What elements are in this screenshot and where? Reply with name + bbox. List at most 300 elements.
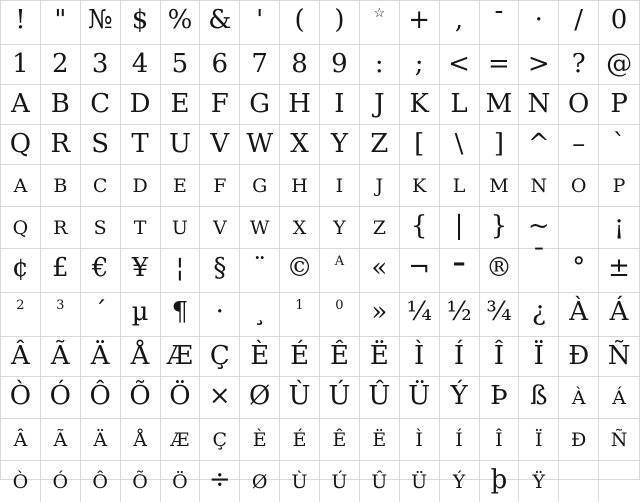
- glyph-cell[interactable]: [280, 207, 320, 249]
- glyph-cell[interactable]: [161, 207, 201, 249]
- glyph: {: [410, 211, 428, 241]
- glyph-cell[interactable]: [440, 125, 480, 165]
- glyph: ¾: [486, 297, 512, 327]
- glyph-cell[interactable]: [320, 85, 360, 125]
- glyph-cell[interactable]: [400, 1, 440, 45]
- glyph: ;: [414, 49, 424, 79]
- glyph-cell[interactable]: [161, 165, 201, 207]
- glyph-cell[interactable]: [360, 249, 400, 293]
- glyph: F: [213, 175, 227, 197]
- glyph: þ: [490, 465, 508, 495]
- glyph-cell[interactable]: [161, 45, 201, 85]
- glyph: R: [50, 129, 71, 159]
- glyph: €: [91, 253, 109, 283]
- glyph: Ã: [50, 341, 70, 371]
- glyph-cell[interactable]: [320, 207, 360, 249]
- glyph-cell[interactable]: [121, 337, 161, 377]
- glyph-cell[interactable]: [519, 419, 559, 461]
- glyph: ,: [454, 5, 464, 35]
- glyph-cell[interactable]: [41, 85, 81, 125]
- glyph-cell[interactable]: [240, 419, 280, 461]
- glyph: Å: [130, 341, 150, 371]
- glyph: X: [292, 217, 307, 239]
- glyph: $: [131, 5, 149, 35]
- glyph-cell[interactable]: [599, 249, 639, 293]
- glyph-cell[interactable]: [360, 461, 400, 502]
- glyph-cell[interactable]: [81, 377, 121, 419]
- glyph-cell[interactable]: [599, 461, 639, 502]
- glyph: Ý: [452, 471, 466, 493]
- glyph-cell[interactable]: [121, 125, 161, 165]
- glyph-cell[interactable]: [360, 165, 400, 207]
- glyph-cell[interactable]: [81, 165, 121, 207]
- glyph-cell[interactable]: [280, 85, 320, 125]
- glyph: K: [409, 89, 429, 119]
- glyph: ": [54, 5, 67, 35]
- glyph-cell[interactable]: [360, 207, 400, 249]
- glyph-cell[interactable]: [559, 85, 599, 125]
- glyph-cell[interactable]: [161, 293, 201, 337]
- glyph-cell[interactable]: [81, 337, 121, 377]
- glyph-cell[interactable]: [1, 249, 41, 293]
- glyph-cell[interactable]: [360, 419, 400, 461]
- glyph-cell[interactable]: [320, 249, 360, 293]
- glyph-cell[interactable]: [519, 244, 559, 293]
- glyph: &: [208, 5, 232, 35]
- glyph-cell[interactable]: [240, 377, 280, 419]
- glyph: ¼: [406, 297, 432, 327]
- glyph: ·: [534, 5, 543, 35]
- glyph: Ò: [12, 471, 29, 493]
- glyph: Q: [12, 217, 29, 239]
- glyph: E: [173, 175, 187, 197]
- glyph-cell[interactable]: [1, 377, 41, 419]
- glyph-cell[interactable]: [400, 45, 440, 85]
- glyph-cell[interactable]: [200, 85, 240, 125]
- glyph: I: [334, 89, 345, 119]
- glyph-cell[interactable]: [400, 207, 440, 249]
- glyph-cell[interactable]: [121, 85, 161, 125]
- glyph-cell[interactable]: [480, 125, 520, 165]
- glyph: Ò: [9, 381, 32, 411]
- glyph-cell[interactable]: [559, 1, 599, 45]
- glyph-cell[interactable]: [519, 125, 559, 165]
- glyph-cell[interactable]: [280, 293, 320, 337]
- glyph: 3: [91, 49, 109, 79]
- glyph: Ü: [411, 471, 428, 493]
- glyph-cell[interactable]: [599, 207, 639, 249]
- glyph: L: [450, 89, 468, 119]
- glyph: 0: [610, 5, 628, 35]
- glyph-cell[interactable]: [480, 249, 520, 293]
- glyph-cell[interactable]: [41, 125, 81, 165]
- glyph-cell[interactable]: [559, 377, 599, 419]
- glyph-cell[interactable]: [480, 85, 520, 125]
- glyph-cell[interactable]: [121, 419, 161, 461]
- glyph-cell[interactable]: [360, 125, 400, 165]
- glyph: `: [612, 129, 626, 159]
- glyph-cell[interactable]: [480, 377, 520, 419]
- glyph: L: [452, 175, 466, 197]
- glyph-cell[interactable]: [161, 249, 201, 293]
- glyph: Ã: [53, 429, 68, 451]
- glyph-cell[interactable]: [599, 419, 639, 461]
- glyph: \: [454, 129, 464, 159]
- glyph-cell[interactable]: [440, 45, 480, 85]
- glyph-cell[interactable]: [1, 1, 41, 45]
- glyph-cell[interactable]: [41, 293, 81, 337]
- glyph: Ê: [332, 429, 347, 451]
- glyph: Ë: [369, 341, 389, 371]
- glyph: F: [210, 89, 229, 119]
- glyph-cell[interactable]: [161, 461, 201, 502]
- glyph-cell[interactable]: [599, 85, 639, 125]
- glyph: Ä: [90, 341, 110, 371]
- glyph-cell[interactable]: [81, 249, 121, 293]
- glyph-cell[interactable]: [440, 461, 480, 502]
- glyph-cell[interactable]: [81, 45, 121, 85]
- glyph: Å: [133, 429, 147, 451]
- glyph: ½: [446, 297, 472, 327]
- glyph: X: [290, 129, 309, 159]
- glyph-cell[interactable]: [1, 419, 41, 461]
- glyph-cell[interactable]: [1, 293, 41, 337]
- glyph: G: [252, 175, 268, 197]
- glyph: ±: [608, 253, 630, 283]
- glyph: №: [87, 5, 113, 35]
- glyph-cell[interactable]: [1, 125, 41, 165]
- glyph-cell[interactable]: [1, 165, 41, 207]
- glyph: -: [494, 0, 504, 26]
- glyph: Ñ: [607, 341, 631, 371]
- glyph-cell[interactable]: [280, 337, 320, 377]
- glyph: T: [133, 217, 147, 239]
- glyph-cell[interactable]: [599, 1, 639, 45]
- glyph-cell[interactable]: [480, 1, 520, 45]
- glyph: C: [92, 175, 108, 197]
- glyph-cell[interactable]: [81, 419, 121, 461]
- glyph: (: [294, 5, 305, 35]
- glyph: Ø: [249, 381, 271, 411]
- glyph-cell[interactable]: [440, 207, 480, 249]
- glyph: À: [569, 297, 589, 327]
- glyph: ~: [527, 211, 550, 241]
- glyph-cell[interactable]: [599, 165, 639, 207]
- glyph-cell[interactable]: [161, 1, 201, 45]
- glyph-cell[interactable]: [440, 337, 480, 377]
- glyph-cell[interactable]: [400, 249, 440, 293]
- glyph-cell[interactable]: [121, 249, 161, 293]
- glyph: 0: [335, 298, 344, 313]
- glyph-cell[interactable]: [320, 1, 360, 45]
- glyph-cell[interactable]: [480, 45, 520, 85]
- glyph-cell[interactable]: [1, 461, 41, 502]
- glyph-cell[interactable]: [440, 249, 480, 293]
- glyph-cell[interactable]: [280, 1, 320, 45]
- glyph-cell[interactable]: [320, 293, 360, 337]
- glyph: ß: [530, 381, 548, 411]
- glyph: J: [374, 89, 385, 119]
- glyph-cell[interactable]: [400, 337, 440, 377]
- glyph-cell[interactable]: [41, 1, 81, 45]
- glyph-cell[interactable]: [440, 1, 480, 45]
- glyph-cell[interactable]: [480, 207, 520, 249]
- glyph-cell[interactable]: [200, 293, 240, 337]
- glyph-cell[interactable]: [519, 165, 559, 207]
- glyph-cell[interactable]: [400, 419, 440, 461]
- glyph: C: [90, 89, 111, 119]
- glyph-cell[interactable]: [121, 207, 161, 249]
- glyph: O: [568, 89, 590, 119]
- glyph-cell[interactable]: [240, 249, 280, 293]
- glyph-cell[interactable]: [240, 85, 280, 125]
- glyph-cell[interactable]: [161, 125, 201, 165]
- glyph: D: [129, 89, 151, 119]
- glyph-cell[interactable]: [81, 125, 121, 165]
- glyph-cell[interactable]: [200, 337, 240, 377]
- glyph-cell[interactable]: [400, 165, 440, 207]
- glyph-cell[interactable]: [480, 461, 520, 502]
- glyph: ¢: [12, 253, 29, 283]
- glyph-cell[interactable]: [559, 249, 599, 293]
- glyph: ¯: [532, 244, 546, 274]
- glyph-cell[interactable]: [41, 377, 81, 419]
- glyph-cell[interactable]: [1, 85, 41, 125]
- glyph-cell[interactable]: [440, 85, 480, 125]
- glyph-cell[interactable]: [240, 125, 280, 165]
- glyph: %: [167, 5, 193, 35]
- glyph-cell[interactable]: [599, 377, 639, 419]
- glyph-cell[interactable]: [480, 165, 520, 207]
- glyph-cell[interactable]: [400, 125, 440, 165]
- glyph: Ù: [291, 471, 308, 493]
- glyph: E: [170, 89, 190, 119]
- glyph-cell[interactable]: [41, 249, 81, 293]
- glyph: 5: [171, 49, 189, 79]
- glyph: ^: [527, 129, 550, 159]
- glyph: Æ: [170, 429, 190, 451]
- glyph: Z: [370, 129, 389, 159]
- glyph: U: [171, 217, 188, 239]
- glyph-cell[interactable]: [280, 249, 320, 293]
- glyph-cell[interactable]: [200, 377, 240, 419]
- glyph-cell[interactable]: [81, 1, 121, 45]
- glyph-cell[interactable]: [320, 461, 360, 502]
- glyph: B: [53, 175, 68, 197]
- glyph-cell[interactable]: [161, 377, 201, 419]
- glyph-cell[interactable]: [1, 207, 41, 249]
- glyph-cell[interactable]: [41, 45, 81, 85]
- glyph-cell[interactable]: [240, 293, 280, 337]
- glyph-cell[interactable]: [41, 461, 81, 502]
- glyph-cell[interactable]: [320, 45, 360, 85]
- glyph-cell[interactable]: [200, 165, 240, 207]
- glyph-cell[interactable]: [360, 45, 400, 85]
- glyph-cell[interactable]: [81, 207, 121, 249]
- glyph-cell[interactable]: [280, 461, 320, 502]
- glyph: 1: [295, 298, 304, 313]
- glyph-cell[interactable]: [440, 293, 480, 337]
- glyph-cell[interactable]: [400, 377, 440, 419]
- glyph-cell[interactable]: [559, 165, 599, 207]
- glyph: 6: [211, 49, 229, 79]
- glyph: R: [53, 217, 68, 239]
- glyph-cell[interactable]: [360, 1, 400, 45]
- glyph: G: [249, 89, 271, 119]
- glyph-cell[interactable]: [360, 293, 400, 337]
- glyph-cell[interactable]: [599, 125, 639, 165]
- glyph-cell[interactable]: [41, 419, 81, 461]
- glyph: µ: [131, 297, 149, 327]
- glyph-cell[interactable]: [200, 249, 240, 293]
- glyph: ¦: [175, 253, 185, 283]
- glyph-cell[interactable]: [559, 207, 599, 249]
- glyph-cell[interactable]: [519, 293, 559, 337]
- glyph: Þ: [490, 381, 508, 411]
- glyph: Ë: [372, 429, 387, 451]
- glyph-cell[interactable]: [280, 377, 320, 419]
- glyph: Ç: [212, 429, 228, 451]
- glyph: Í: [453, 341, 465, 371]
- glyph-cell[interactable]: [240, 1, 280, 45]
- glyph-cell[interactable]: [519, 207, 559, 249]
- glyph: ¡: [613, 211, 625, 241]
- glyph-cell[interactable]: [599, 337, 639, 377]
- glyph-cell[interactable]: [440, 377, 480, 419]
- glyph-cell[interactable]: [121, 45, 161, 85]
- glyph: =: [488, 49, 510, 79]
- glyph: Ç: [209, 341, 230, 371]
- glyph-cell[interactable]: [200, 461, 240, 502]
- glyph: Ï: [533, 341, 544, 371]
- glyph: 9: [331, 49, 348, 79]
- glyph: Q: [9, 129, 32, 159]
- glyph-cell[interactable]: [320, 377, 360, 419]
- glyph-cell[interactable]: [559, 293, 599, 337]
- glyph-cell[interactable]: [121, 461, 161, 502]
- glyph: –: [572, 129, 586, 159]
- glyph-cell[interactable]: [320, 125, 360, 165]
- glyph: Õ: [129, 381, 151, 411]
- glyph-cell[interactable]: [519, 45, 559, 85]
- glyph: Û: [371, 471, 388, 493]
- glyph-cell[interactable]: [360, 337, 400, 377]
- glyph-cell[interactable]: [519, 1, 559, 45]
- glyph: ©: [286, 253, 313, 283]
- glyph-cell[interactable]: [320, 337, 360, 377]
- glyph: ®: [485, 253, 512, 283]
- glyph: A: [334, 254, 345, 269]
- glyph-cell[interactable]: [320, 419, 360, 461]
- glyph-cell[interactable]: [1, 337, 41, 377]
- glyph: A: [13, 175, 28, 197]
- glyph-cell[interactable]: [200, 207, 240, 249]
- glyph-cell[interactable]: [280, 419, 320, 461]
- glyph-cell[interactable]: [519, 85, 559, 125]
- glyph-cell[interactable]: [400, 293, 440, 337]
- glyph: –: [452, 248, 466, 278]
- glyph-cell[interactable]: [559, 337, 599, 377]
- glyph-cell[interactable]: [240, 461, 280, 502]
- glyph: 2: [52, 49, 69, 79]
- glyph-cell[interactable]: [599, 293, 639, 337]
- glyph: Ð: [568, 341, 590, 371]
- glyph-cell[interactable]: [480, 419, 520, 461]
- glyph-cell[interactable]: [400, 85, 440, 125]
- glyph-cell[interactable]: [161, 419, 201, 461]
- glyph: K: [412, 175, 427, 197]
- glyph: J: [375, 175, 384, 197]
- glyph-cell[interactable]: [41, 207, 81, 249]
- glyph: T: [131, 129, 149, 159]
- glyph-cell[interactable]: [240, 337, 280, 377]
- glyph-cell[interactable]: [200, 125, 240, 165]
- glyph-cell[interactable]: [519, 461, 559, 502]
- glyph: ¬: [408, 253, 431, 283]
- glyph-cell[interactable]: [559, 125, 599, 165]
- glyph: Ú: [331, 471, 348, 493]
- glyph: Z: [372, 217, 386, 239]
- glyph: É: [290, 341, 310, 371]
- glyph: H: [291, 175, 308, 197]
- glyph-cell[interactable]: [161, 337, 201, 377]
- glyph-cell[interactable]: [81, 293, 121, 337]
- glyph: ¶: [171, 297, 189, 327]
- glyph-cell[interactable]: [280, 125, 320, 165]
- glyph-cell[interactable]: [200, 419, 240, 461]
- glyph-cell[interactable]: [280, 165, 320, 207]
- glyph-cell[interactable]: [480, 337, 520, 377]
- glyph-cell[interactable]: [559, 419, 599, 461]
- glyph-cell[interactable]: [121, 1, 161, 45]
- glyph-cell[interactable]: [121, 165, 161, 207]
- glyph-cell[interactable]: [559, 45, 599, 85]
- glyph-cell[interactable]: [240, 165, 280, 207]
- glyph-cell[interactable]: [519, 377, 559, 419]
- glyph: P: [610, 89, 628, 119]
- glyph: H: [288, 89, 311, 119]
- glyph-cell[interactable]: [200, 1, 240, 45]
- glyph-cell[interactable]: [121, 293, 161, 337]
- glyph-cell[interactable]: [400, 461, 440, 502]
- glyph-cell[interactable]: [440, 419, 480, 461]
- glyph-cell[interactable]: [1, 45, 41, 85]
- glyph: Í: [455, 429, 463, 451]
- glyph-cell[interactable]: [41, 165, 81, 207]
- glyph-cell[interactable]: [121, 377, 161, 419]
- glyph-cell[interactable]: [280, 45, 320, 85]
- glyph: Y: [330, 129, 349, 159]
- glyph-cell[interactable]: [240, 207, 280, 249]
- glyph: O: [570, 175, 587, 197]
- glyph-cell[interactable]: [240, 45, 280, 85]
- glyph-cell[interactable]: [81, 85, 121, 125]
- glyph-cell[interactable]: [559, 461, 599, 502]
- glyph-cell[interactable]: [480, 293, 520, 337]
- glyph-cell[interactable]: [519, 337, 559, 377]
- glyph: [: [414, 129, 425, 159]
- glyph-cell[interactable]: [320, 165, 360, 207]
- glyph-cell[interactable]: [200, 45, 240, 85]
- glyph-cell[interactable]: [360, 377, 400, 419]
- glyph-cell[interactable]: [599, 45, 639, 85]
- glyph: S: [91, 129, 110, 159]
- glyph-cell[interactable]: [41, 337, 81, 377]
- glyph-cell[interactable]: [161, 85, 201, 125]
- glyph-cell[interactable]: [440, 165, 480, 207]
- glyph-cell[interactable]: [81, 461, 121, 502]
- glyph-cell[interactable]: [360, 85, 400, 125]
